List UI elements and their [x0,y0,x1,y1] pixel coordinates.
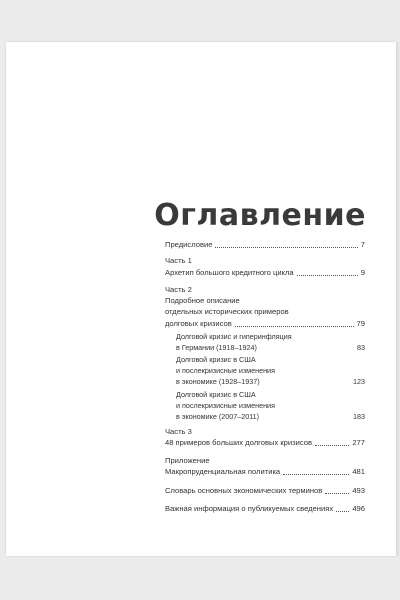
page-title: Оглавление [154,198,366,233]
part1-heading: Часть 1 [165,256,192,265]
toc-entry-preface: Предисловие 7 [165,240,365,249]
part3-heading: Часть 3 [165,427,192,436]
toc-entry-info: Важная информация о публикуемых сведениях 496 [165,504,365,513]
sub-entry-line: Долговой кризис в США [176,390,256,399]
part2-heading: Часть 2 [165,285,192,294]
toc-entry-part1: Архетип большого кредитного цикла 9 [165,268,365,277]
toc-subentry-usa-1928: в экономике (1928–1937) 123 [176,377,365,386]
toc-subentry-usa-2007: в экономике (2007–2011) 183 [176,412,365,421]
toc-subentry-germany: в Германии (1918–1924) 83 [176,343,365,352]
sub-entry-line: и послекризисные изменения [176,366,275,375]
sub-entry-line: Долговой кризис в США [176,355,256,364]
toc-entry-glossary: Словарь основных экономических терминов 493 [165,486,365,495]
part2-title-line: Подробное описание [165,296,240,305]
toc-entry-part3: 48 примеров больших долговых кризисов 277 [165,438,365,447]
sub-entry-line: и послекризисные изменения [176,401,275,410]
toc-entry-part2: долговых кризисов 79 [165,319,365,328]
sub-entry-line: Долговой кризис и гиперинфляция [176,332,292,341]
part2-title-line: отдельных исторических примеров [165,307,289,316]
appendix-heading: Приложение [165,456,210,465]
toc-entry-appendix: Макропруденциальная политика 481 [165,467,365,476]
